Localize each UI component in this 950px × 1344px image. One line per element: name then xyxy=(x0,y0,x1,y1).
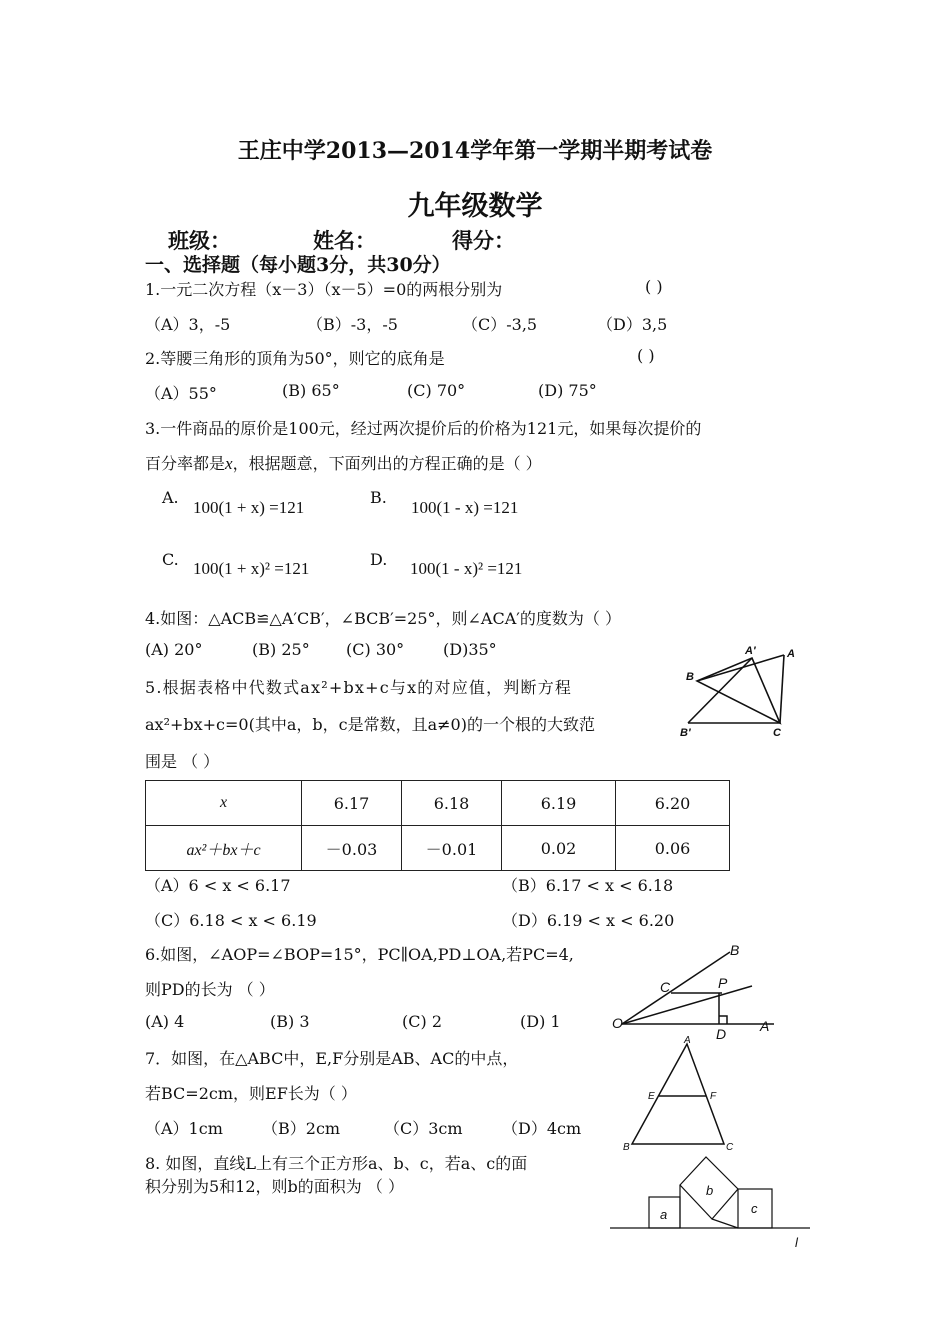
q8-squares-figure xyxy=(608,1150,813,1252)
table-cell: 0.02 xyxy=(502,826,616,871)
table-row-expression xyxy=(146,826,730,871)
q2-option-c: (C) 70° xyxy=(407,381,466,400)
q3-option-a-formula: 100(1 + x) =121 xyxy=(193,498,305,517)
table-cell: －0.03 xyxy=(302,826,402,871)
name-label: 姓名： xyxy=(313,228,376,253)
values-table xyxy=(145,780,730,871)
q4-stem: 4.如图：△ACB≌△A′CB′，∠BCB′=25°，则∠ACA′的度数为（ ） xyxy=(145,609,621,628)
score-label: 得分： xyxy=(452,228,515,253)
q5-line2: ax²+bx+c=0(其中a，b，c是常数，且a≠0)的一个根的大致范 xyxy=(145,715,595,734)
right-angle-mark xyxy=(719,1016,727,1024)
q6-option-c: (C) 2 xyxy=(402,1012,442,1031)
table-header-expression: ax²＋bx＋c xyxy=(146,826,302,871)
q2-option-b: (B) 65° xyxy=(282,381,340,400)
q5-option-c: （C）6.18 < x < 6.19 xyxy=(145,911,317,930)
q3-variable: x xyxy=(225,454,233,473)
ray-ob xyxy=(622,952,730,1024)
label-d: D xyxy=(716,1026,727,1040)
label-o: O xyxy=(612,1015,623,1031)
table-header-x: x xyxy=(146,781,302,826)
label-c: C xyxy=(726,1142,734,1153)
q5-line1: 5.根据表格中代数式ax²+bx+c与x的对应值，判断方程 xyxy=(145,678,573,697)
q4-option-b: (B) 25° xyxy=(252,640,310,659)
q7-option-a: （A）1cm xyxy=(145,1119,223,1138)
ray-op xyxy=(622,986,752,1024)
q6-line2: 则PD的长为 （ ） xyxy=(145,980,275,999)
table-cell: 6.17 xyxy=(302,781,402,826)
q3-line2-part-a: 百分率都是 xyxy=(145,454,226,473)
label-a: A xyxy=(760,1018,770,1034)
label-b: B xyxy=(623,1142,630,1153)
table-cell: 6.19 xyxy=(502,781,616,826)
q5-line3: 围是 （ ） xyxy=(145,752,220,771)
q5-option-d: （D）6.19 < x < 6.20 xyxy=(502,911,675,930)
q3-line2 xyxy=(145,451,542,474)
table-cell: 6.18 xyxy=(402,781,502,826)
q1-option-b: （B）-3，-5 xyxy=(307,315,398,334)
q1-answer-paren: ( ) xyxy=(645,277,663,296)
q7-option-c: （C）3cm xyxy=(384,1119,463,1138)
q5-option-b: （B）6.17 < x < 6.18 xyxy=(502,876,674,895)
label-b-prime: B′ xyxy=(680,727,691,739)
q2-option-d: (D) 75° xyxy=(538,381,597,400)
q6-option-d: (D) 1 xyxy=(520,1012,561,1031)
label-c: C xyxy=(773,727,781,739)
segment-ba xyxy=(697,655,784,681)
connector-right xyxy=(712,1219,738,1228)
segment-ac xyxy=(780,655,784,723)
q8-line2: 积分别为5和12，则b的面积为 （ ） xyxy=(145,1177,404,1196)
q4-triangle-figure xyxy=(670,640,820,740)
class-label: 班级： xyxy=(168,228,231,253)
q3-option-b-formula: 100(1 - x) =121 xyxy=(411,498,519,517)
q7-line2: 若BC=2cm，则EF长为（ ） xyxy=(145,1084,357,1103)
section-heading: 一、选择题（每小题3分，共30分） xyxy=(145,254,451,276)
q4-option-d: (D)35° xyxy=(443,640,497,659)
label-b: b xyxy=(706,1183,714,1198)
q3-line2-part-b: ，根据题意，下面列出的方程正确的是（ ） xyxy=(232,454,542,473)
q1-option-d: （D）3,5 xyxy=(597,315,668,334)
table-cell: －0.01 xyxy=(402,826,502,871)
q7-option-d: （D）4cm xyxy=(502,1119,582,1138)
q8-line1: 8. 如图，直线L上有三个正方形a、b、c，若a、c的面 xyxy=(145,1154,528,1173)
table-row-x xyxy=(146,781,730,826)
table-cell: 6.20 xyxy=(616,781,730,826)
q3-line1: 3.一件商品的原价是100元，经过两次提价后的价格为121元，如果每次提价的 xyxy=(145,419,702,438)
q3-option-c-label: C. xyxy=(162,550,179,569)
q6-line1: 6.如图，∠AOP=∠BOP=15°，PC∥OA,PD⊥OA,若PC=4, xyxy=(145,945,574,964)
label-a: a xyxy=(660,1207,668,1222)
q6-option-b: (B) 3 xyxy=(270,1012,310,1031)
q2-answer-paren: ( ) xyxy=(637,346,655,365)
q2-option-a: （A）55° xyxy=(145,384,217,403)
table-cell: 0.06 xyxy=(616,826,730,871)
label-p: P xyxy=(718,975,728,991)
q4-option-c: (C) 30° xyxy=(346,640,405,659)
q3-option-a-label: A. xyxy=(162,488,179,507)
label-a-prime: A′ xyxy=(745,645,756,657)
q1-option-c: （C）-3,5 xyxy=(462,315,538,334)
q7-option-b: （B）2cm xyxy=(262,1119,341,1138)
q1-option-a: （A）3，-5 xyxy=(145,315,231,334)
q1-stem: 1.一元二次方程（x－3）（x－5）=0的两根分别为 xyxy=(145,280,503,299)
q5-option-a: （A）6 < x < 6.17 xyxy=(145,876,291,895)
q2-stem: 2.等腰三角形的顶角为50°，则它的底角是 xyxy=(145,349,445,368)
q7-triangle-figure xyxy=(618,1034,753,1154)
q3-option-d-formula: 100(1 - x)² =121 xyxy=(410,559,523,578)
label-e: E xyxy=(648,1091,655,1102)
q7-line1: 7．如图，在△ABC中，E,F分别是AB、AC的中点， xyxy=(145,1049,519,1068)
q4-option-a: (A) 20° xyxy=(145,640,203,659)
q6-option-a: (A) 4 xyxy=(145,1012,185,1031)
triangle-acb-prime xyxy=(697,658,780,723)
label-b: B xyxy=(730,942,740,958)
q6-angle-figure xyxy=(612,938,787,1040)
label-a: A xyxy=(684,1035,691,1046)
q3-option-d-label: D. xyxy=(370,550,388,569)
label-f: F xyxy=(710,1091,717,1102)
segment-bprime-aprime xyxy=(688,658,752,723)
label-c: c xyxy=(751,1201,758,1216)
label-c: C xyxy=(660,979,671,995)
exam-title: 王庄中学2013—2014学年第一学期半期考试卷 xyxy=(237,138,713,164)
subject-title: 九年级数学 xyxy=(407,191,543,222)
q3-option-b-label: B. xyxy=(370,488,387,507)
q3-option-c-formula: 100(1 + x)² =121 xyxy=(193,559,310,578)
label-b: B xyxy=(686,671,694,683)
label-l: l xyxy=(795,1235,798,1250)
label-a: A xyxy=(787,648,795,660)
